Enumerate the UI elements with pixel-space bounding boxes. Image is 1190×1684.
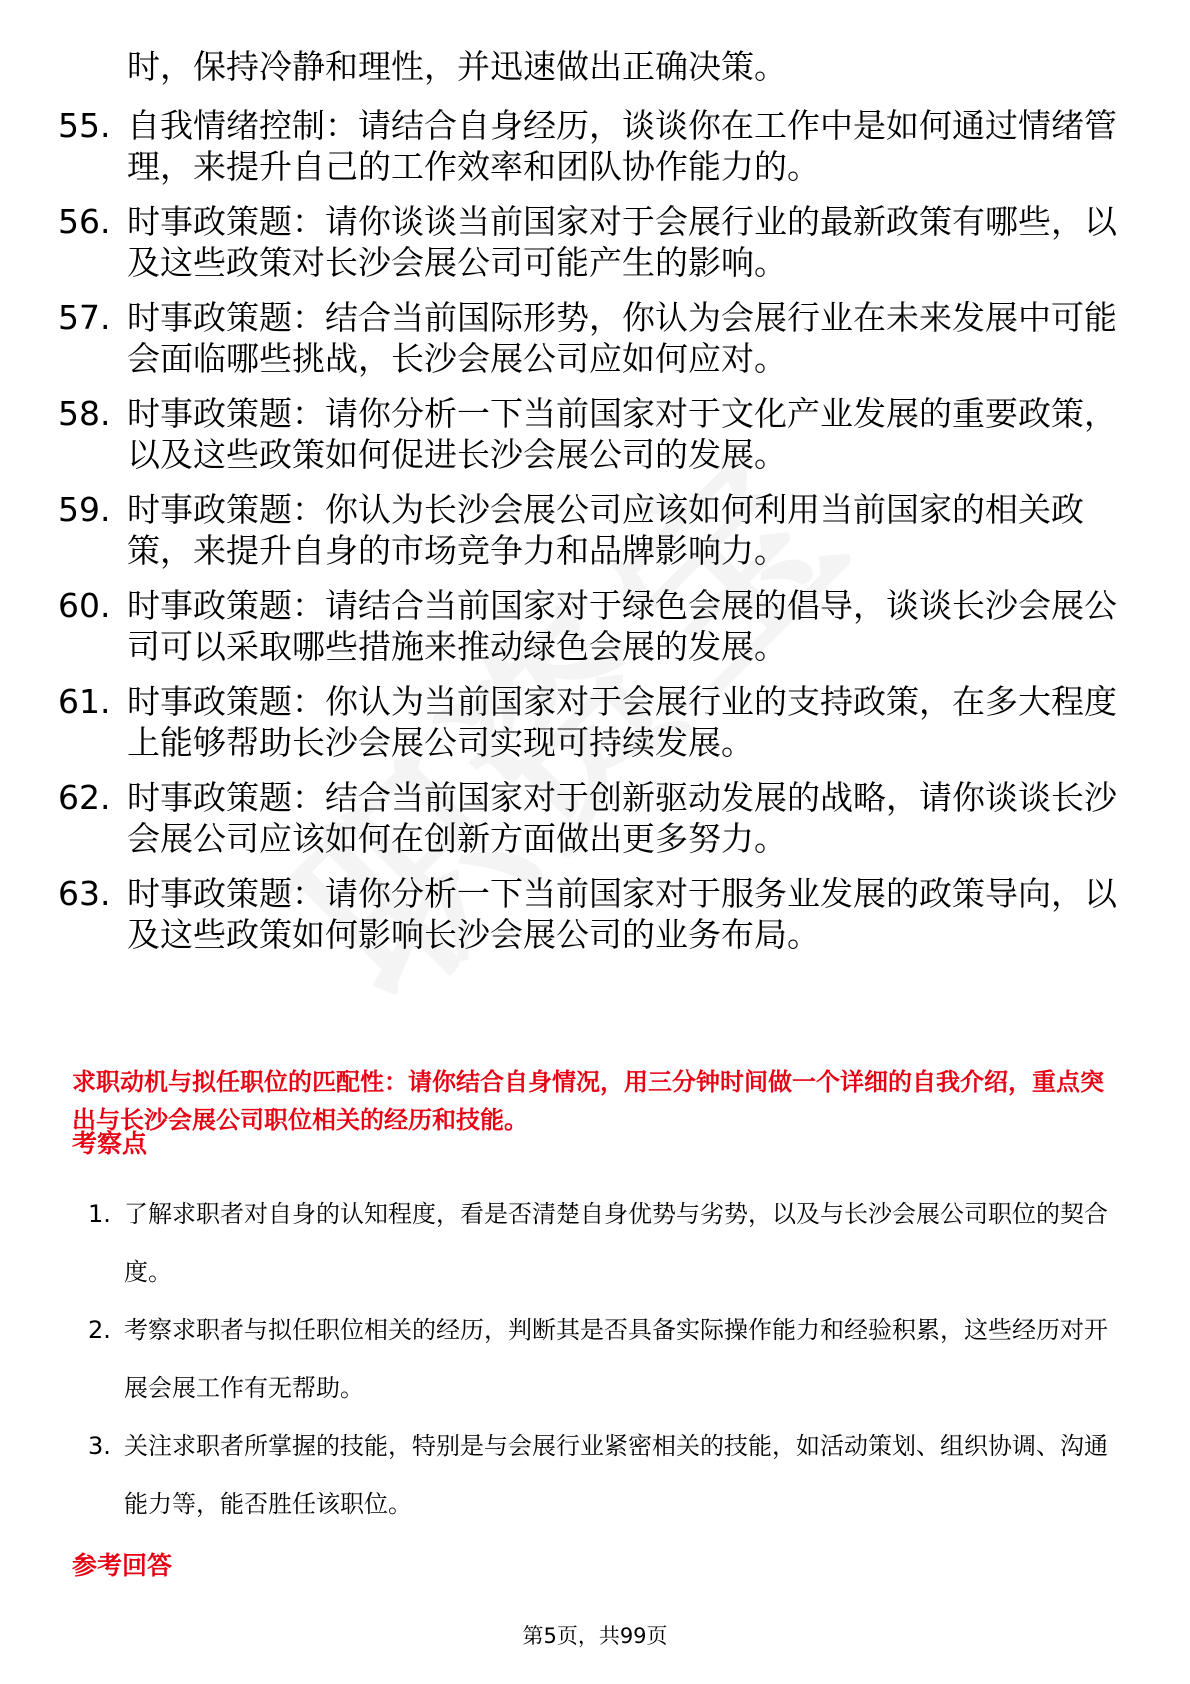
point-text: 考察求职者与拟任职位相关的经历，判断其是否具备实际操作能力和经验积累，这些经历对开展会展工作有无帮助。 (124, 1316, 1108, 1402)
question-text: 时事政策题：你认为当前国家对于会展行业的支持政策，在多大程度上能够帮助长沙会展公司实现可持续发展。 (127, 682, 1117, 762)
question-text: 自我情绪控制：请结合自身经历，谈谈你在工作中是如何通过情绪管理，来提升自己的工作效率和团队协作能力的。 (127, 106, 1117, 186)
question-text: 时事政策题：结合当前国家对于创新驱动发展的战略，请你谈谈长沙会展公司应该如何在创新方面做出更多努力。 (127, 778, 1117, 858)
question-number: 62. (58, 778, 111, 817)
question-number: 59. (58, 490, 111, 529)
question-number: 58. (58, 394, 111, 433)
question-number: 56. (58, 202, 111, 241)
question-number: 60. (58, 586, 111, 625)
question-number: 57. (58, 298, 111, 337)
point-text: 了解求职者对自身的认知程度，看是否清楚自身优势与劣势，以及与长沙会展公司职位的契合度。 (124, 1200, 1108, 1286)
question-text: 时事政策题：请结合当前国家对于绿色会展的倡导，谈谈长沙会展公司可以采取哪些措施来推动绿色会展的发展。 (127, 586, 1117, 666)
question-number: 63. (58, 874, 111, 913)
reference-answer-label: 参考回答 (72, 1551, 173, 1580)
point-number: 3. (88, 1432, 111, 1460)
page-footer: 第5页，共99页 (522, 1624, 668, 1648)
question-text: 时事政策题：请你分析一下当前国家对于文化产业发展的重要政策，以及这些政策如何促进长沙会展公司的发展。 (127, 394, 1117, 474)
question-continuation: 时，保持冷静和理性，并迅速做出正确决策。 (127, 47, 787, 86)
point-text: 关注求职者所掌握的技能，特别是与会展行业紧密相关的技能，如活动策划、组织协调、沟通能力等，能否胜任该职位。 (124, 1432, 1108, 1518)
question-text: 时事政策题：请你分析一下当前国家对于服务业发展的政策导向，以及这些政策如何影响长沙会展公司的业务布局。 (127, 874, 1117, 954)
question-number: 55. (58, 106, 111, 145)
question-text: 时事政策题：请你谈谈当前国家对于会展行业的最新政策有哪些，以及这些政策对长沙会展公司可能产生的影响。 (127, 202, 1117, 282)
featured-question-heading: 求职动机与拟任职位的匹配性：请你结合自身情况，用三分钟时间做一个详细的自我介绍，重点突出与长沙会展公司职位相关的经历和技能。 (72, 1068, 1104, 1134)
point-number: 2. (88, 1316, 111, 1344)
examination-label: 考察点 (72, 1129, 148, 1158)
question-number: 61. (58, 682, 111, 721)
question-text: 时事政策题：你认为长沙会展公司应该如何利用当前国家的相关政策，来提升自身的市场竞争力和品牌影响力。 (127, 490, 1084, 570)
question-text: 时事政策题：结合当前国际形势，你认为会展行业在未来发展中可能会面临哪些挑战，长沙会展公司应如何应对。 (127, 298, 1117, 378)
point-number: 1. (88, 1200, 111, 1228)
